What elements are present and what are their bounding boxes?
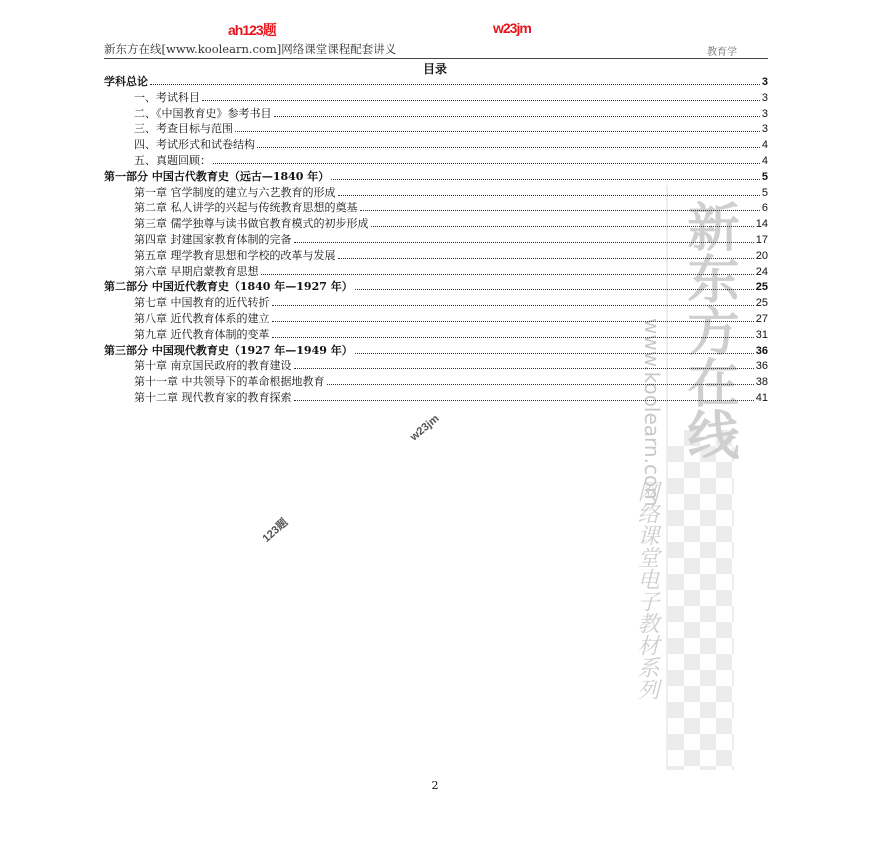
toc-entry-label: 第六章 早期启蒙教育思想 bbox=[134, 264, 259, 278]
toc-entry-label: 第三章 儒学独尊与读书做官教育模式的初步形成 bbox=[134, 217, 369, 231]
toc-entry[interactable] bbox=[104, 327, 768, 343]
toc-entry[interactable] bbox=[104, 295, 768, 311]
toc-entry-page: 36 bbox=[755, 344, 768, 357]
diagonal-stamp: 123题 bbox=[260, 516, 291, 546]
toc-entry[interactable] bbox=[104, 279, 768, 295]
toc-entry-label: 第四章 封建国家教育体制的完备 bbox=[134, 232, 292, 246]
toc-entry-label: 第二章 私人讲学的兴起与传统教育思想的奠基 bbox=[134, 201, 358, 215]
watermark-brand: 新东方在线 bbox=[678, 200, 739, 460]
toc-entry-label: 五、真题回顾： bbox=[134, 153, 211, 167]
toc-leader-dots bbox=[235, 131, 760, 132]
toc-entry-page: 25 bbox=[755, 281, 768, 294]
toc-entry[interactable] bbox=[104, 390, 768, 406]
toc-entry-label: 一、考试科目 bbox=[134, 90, 200, 104]
toc-entry-page: 3 bbox=[761, 76, 768, 88]
toc-entry-label: 三、考查目标与范围 bbox=[134, 122, 233, 136]
toc-entry-label: 第十二章 现代教育家的教育探索 bbox=[134, 390, 292, 404]
toc-entry[interactable] bbox=[104, 121, 768, 137]
toc-entry[interactable] bbox=[104, 90, 768, 106]
page-number: 2 bbox=[431, 779, 439, 792]
toc-entry[interactable] bbox=[104, 343, 768, 359]
toc-entry-page: 6 bbox=[761, 202, 768, 215]
toc-entry-label: 二、《中国教育史》参考书目 bbox=[134, 106, 272, 120]
toc-leader-dots bbox=[257, 147, 760, 148]
toc-entry[interactable] bbox=[104, 232, 768, 248]
toc-entry-label: 第一章 官学制度的建立与六艺教育的形成 bbox=[134, 185, 336, 199]
toc-entry-label: 第五章 理学教育思想和学校的改革与发展 bbox=[134, 248, 336, 262]
toc-entry-page: 38 bbox=[755, 376, 768, 389]
toc-entry-page: 4 bbox=[761, 139, 768, 152]
toc-leader-dots bbox=[371, 226, 754, 227]
toc-leader-dots bbox=[338, 258, 754, 259]
table-of-contents bbox=[104, 74, 768, 406]
toc-leader-dots bbox=[202, 100, 760, 101]
toc-entry-page: 20 bbox=[755, 249, 768, 262]
toc-entry[interactable] bbox=[104, 216, 768, 232]
toc-entry-label: 第三部分 中国现代教育史（1927 年—1949 年） bbox=[104, 343, 353, 357]
toc-entry[interactable] bbox=[104, 74, 768, 90]
toc-entry-page: 31 bbox=[755, 328, 768, 341]
toc-entry[interactable] bbox=[104, 153, 768, 169]
toc-entry-label: 第九章 近代教育体制的变革 bbox=[134, 327, 270, 341]
toc-entry-page: 5 bbox=[761, 170, 768, 183]
red-stamp-right: w23jm bbox=[493, 20, 531, 36]
toc-entry-label: 第十章 南京国民政府的教育建设 bbox=[134, 359, 292, 373]
header-divider bbox=[104, 58, 768, 59]
toc-entry-page: 17 bbox=[755, 233, 768, 246]
toc-entry-label: 第十一章 中共领导下的革命根据地教育 bbox=[134, 375, 325, 389]
toc-entry[interactable] bbox=[104, 311, 768, 327]
watermark-series: 网络课堂电子教材系列 bbox=[634, 480, 659, 700]
toc-title: 目录 bbox=[422, 62, 447, 76]
toc-leader-dots bbox=[294, 368, 754, 369]
toc-leader-dots bbox=[274, 116, 760, 117]
toc-entry-label: 第二部分 中国近代教育史（1840 年—1927 年） bbox=[104, 280, 353, 294]
diagonal-stamp: w23jm bbox=[408, 412, 442, 444]
toc-entry-label: 第一部分 中国古代教育史（远古—1840 年） bbox=[104, 169, 330, 183]
toc-leader-dots bbox=[150, 84, 760, 85]
toc-leader-dots bbox=[294, 242, 754, 243]
header-subject: 教育学 bbox=[707, 47, 737, 58]
toc-leader-dots bbox=[272, 337, 754, 338]
watermark-url: www.koolearn.com bbox=[640, 318, 664, 507]
toc-leader-dots bbox=[272, 305, 754, 306]
toc-entry[interactable] bbox=[104, 264, 768, 280]
watermark-checker-pattern bbox=[668, 430, 734, 770]
toc-entry[interactable] bbox=[104, 185, 768, 201]
toc-leader-dots bbox=[338, 195, 760, 196]
toc-entry-page: 36 bbox=[755, 360, 768, 373]
toc-entry-page: 3 bbox=[761, 91, 768, 104]
header-title: 新东方在线[www.koolearn.com]网络课堂课程配套讲义 bbox=[104, 42, 397, 56]
toc-leader-dots bbox=[261, 274, 754, 275]
toc-entry-page: 24 bbox=[755, 265, 768, 278]
toc-entry-page: 5 bbox=[761, 186, 768, 199]
toc-entry[interactable] bbox=[104, 248, 768, 264]
toc-leader-dots bbox=[355, 289, 754, 290]
red-stamp-left: ah123题 bbox=[228, 22, 276, 38]
toc-entry-page: 41 bbox=[755, 391, 768, 404]
toc-entry-label: 四、考试形式和试卷结构 bbox=[134, 138, 255, 152]
toc-leader-dots bbox=[294, 400, 754, 401]
toc-entry[interactable] bbox=[104, 137, 768, 153]
toc-entry-page: 27 bbox=[755, 312, 768, 325]
toc-entry-page: 4 bbox=[761, 154, 768, 167]
toc-entry[interactable] bbox=[104, 106, 768, 122]
toc-leader-dots bbox=[327, 384, 754, 385]
toc-entry-page: 14 bbox=[755, 218, 768, 231]
toc-leader-dots bbox=[331, 179, 760, 180]
toc-entry[interactable] bbox=[104, 374, 768, 390]
toc-entry-page: 3 bbox=[761, 123, 768, 136]
toc-leader-dots bbox=[355, 353, 754, 354]
toc-leader-dots bbox=[213, 163, 760, 164]
toc-entry[interactable] bbox=[104, 169, 768, 185]
toc-leader-dots bbox=[360, 210, 760, 211]
toc-entry[interactable] bbox=[104, 200, 768, 216]
toc-entry[interactable] bbox=[104, 358, 768, 374]
toc-entry-label: 学科总论 bbox=[104, 75, 148, 88]
toc-leader-dots bbox=[272, 321, 754, 322]
toc-entry-page: 3 bbox=[761, 107, 768, 120]
toc-entry-label: 第七章 中国教育的近代转折 bbox=[134, 296, 270, 310]
toc-entry-page: 25 bbox=[755, 297, 768, 310]
toc-entry-label: 第八章 近代教育体系的建立 bbox=[134, 311, 270, 325]
